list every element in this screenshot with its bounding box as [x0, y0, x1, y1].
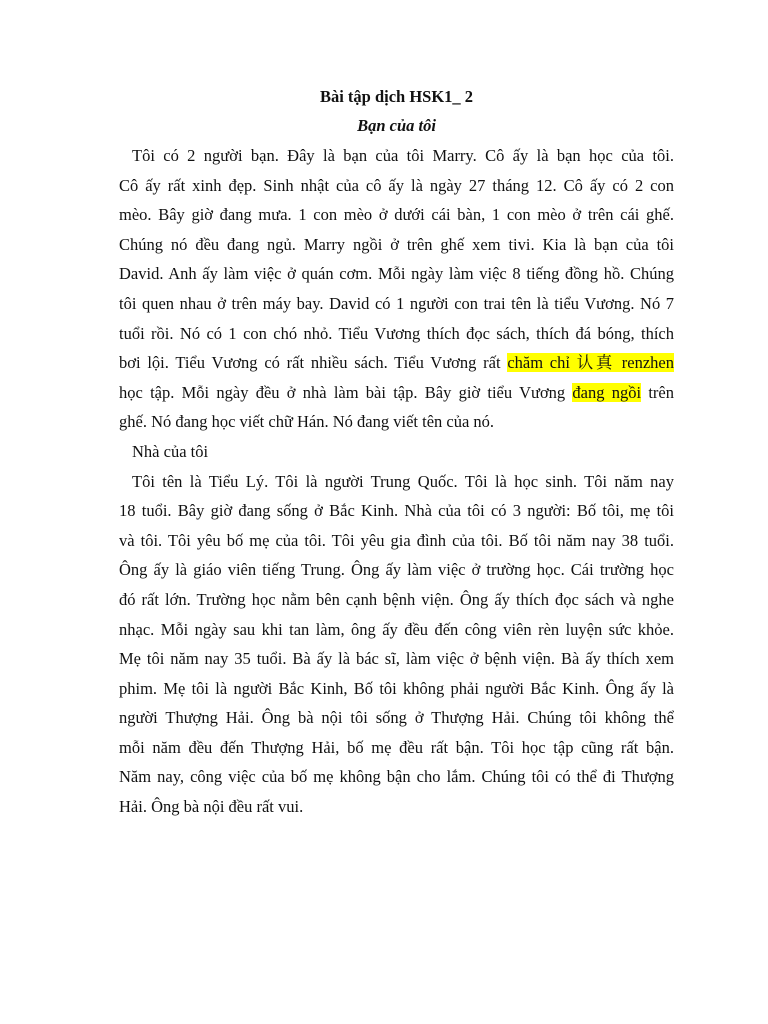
text-line: nhạc. Mỗi ngày sau khi tan làm, ông ấy đều đến công viên rèn luyện sức khỏe. — [119, 619, 674, 639]
text-line: mèo. Bây giờ đang mưa. 1 con mèo ở dưới cái bàn, 1 con mèo ở trên cái ghế. — [119, 205, 674, 225]
text-line: tuổi rồi. Nó có 1 con chó nhỏ. Tiểu Vương thích đọc sách, thích đá bóng, thích — [119, 323, 674, 343]
text-line-with-highlight — [119, 348, 674, 378]
text-line: 18 tuổi. Bây giờ đang sống ở Bắc Kinh. Nhà của tôi có 3 người: Bố tôi, mẹ tôi — [119, 501, 674, 521]
text-line: Hải. Ông bà nội đều rất vui. — [119, 797, 304, 817]
text-segment: bơi lội. Tiểu Vương có rất nhiều sách. Tiểu Vương rất — [119, 353, 508, 373]
text-segment: trên — [641, 382, 674, 402]
text-line: mỗi năm đều đến Thượng Hải, bố mẹ đều rất bận. Tôi học tập cũng rất bận. — [119, 737, 674, 757]
document-title: Bài tập dịch HSK1_ 2 — [319, 87, 474, 106]
highlighted-text: đang ngồi — [572, 382, 642, 402]
paragraph-ban-cua-toi — [119, 141, 674, 437]
text-line: David. Anh ấy làm việc ở quán cơm. Mỗi ngày làm việc 8 tiếng đồng hồ. Chúng — [119, 264, 674, 284]
text-line: tôi quen nhau ở trên máy bay. David có 1 người con trai tên là tiểu Vương. Nó 7 — [119, 293, 674, 313]
paragraph-nha-cua-toi — [119, 467, 674, 822]
text-line: người Thượng Hải. Ông bà nội tôi sống ở Thượng Hải. Chúng tôi không thể — [119, 708, 674, 728]
highlighted-text: chăm chỉ 认真 renzhen — [507, 353, 674, 373]
text-line: Tôi có 2 người bạn. Đây là bạn của tôi Marry. Cô ấy là bạn học của tôi. — [132, 146, 674, 165]
text-segment: học tập. Mỗi ngày đều ở nhà làm bài tập. Bây giờ tiểu Vương — [119, 382, 573, 402]
text-line: đó rất lớn. Trường học nằm bên cạnh bệnh viện. Ông ấy thích đọc sách và nghe — [119, 589, 674, 609]
text-line: Chúng nó đều đang ngủ. Marry ngồi ở trên ghế xem tivi. Kia là bạn của tôi — [119, 234, 674, 254]
text-line-with-highlight — [119, 378, 674, 408]
text-line: Tôi tên là Tiểu Lý. Tôi là người Trung Quốc. Tôi là học sinh. Tôi năm nay — [132, 471, 674, 491]
text-line: Ông ấy là giáo viên tiếng Trung. Ông ấy làm việc ở trường học. Cái trường học — [119, 560, 674, 580]
text-line: và tôi. Tôi yêu bố mẹ của tôi. Tôi yêu gia đình của tôi. Bố tôi năm nay 38 tuổi. — [119, 530, 674, 550]
text-line: Năm nay, công việc của bố mẹ không bận cho lắm. Chúng tôi có thể đi Thượng — [119, 767, 674, 787]
text-line: Mẹ tôi năm nay 35 tuổi. Bà ấy là bác sĩ, làm việc ở bệnh viện. Bà ấy thích xem — [119, 649, 674, 669]
section-heading-nha-cua-toi: Nhà của tôi — [132, 441, 209, 461]
document-subtitle: Bạn của tôi — [357, 116, 436, 135]
text-line: phim. Mẹ tôi là người Bắc Kinh, Bố tôi không phải người Bắc Kinh. Ông ấy là — [119, 678, 674, 698]
document-page — [119, 86, 674, 822]
text-line: ghế. Nó đang học viết chữ Hán. Nó đang viết tên của nó. — [119, 412, 495, 432]
text-line: Cô ấy rất xinh đẹp. Sinh nhật của cô ấy là ngày 27 tháng 12. Cô ấy có 2 con — [119, 175, 674, 195]
